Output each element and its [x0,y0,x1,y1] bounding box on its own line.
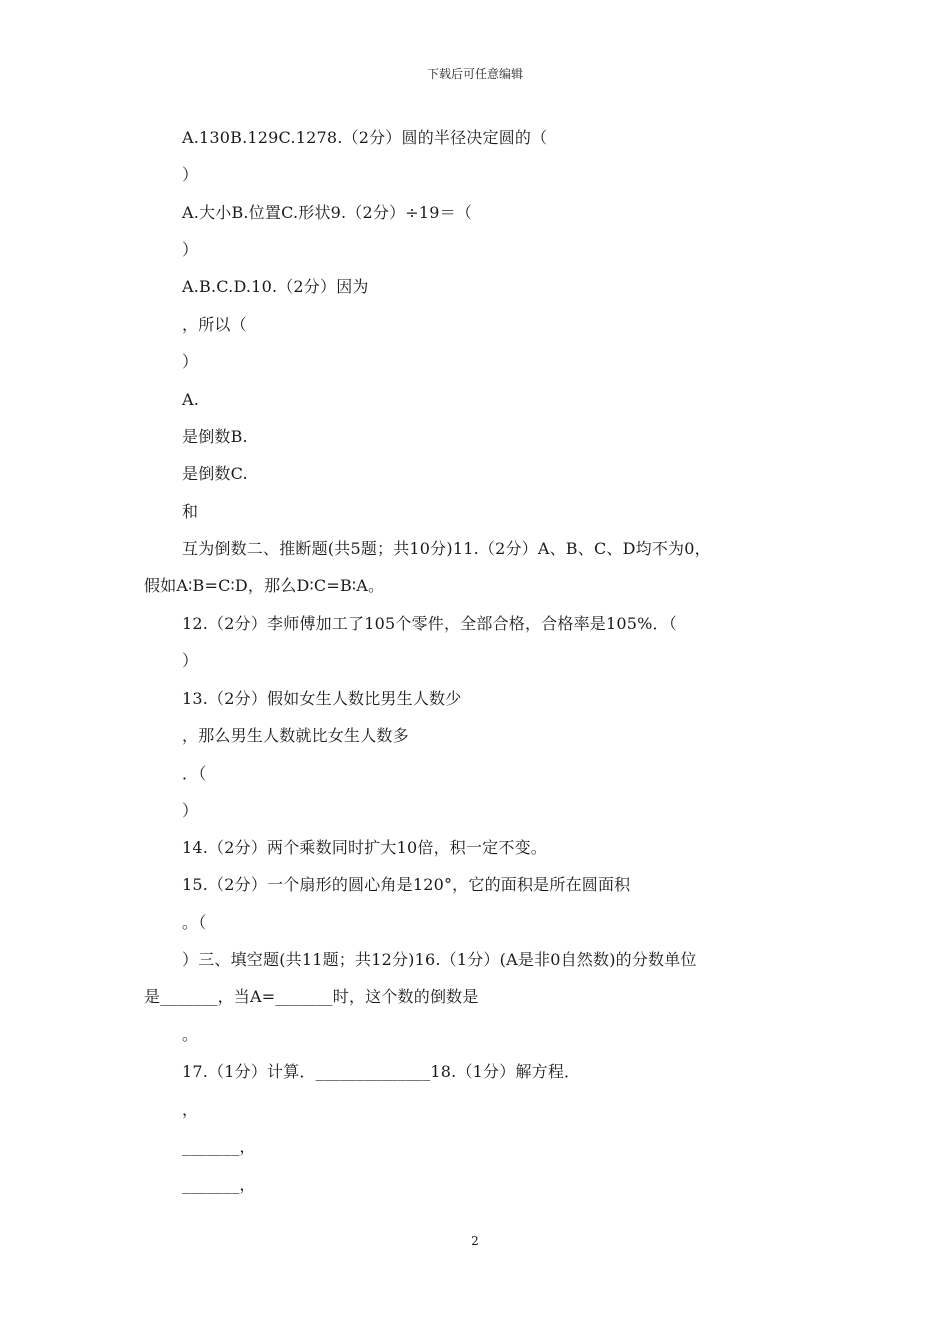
text-line: 。（ [182,913,207,932]
text-line: 13.（2分）假如女生人数比男生人数少 [182,689,462,708]
text-line: 是_______，当A=_______时，这个数的倒数是 [144,987,479,1006]
text-line: A.大小B.位置C.形状9.（2分）÷19＝（ [182,203,473,222]
text-line: 12.（2分）李师傅加工了105个零件，全部合格，合格率是105%．（ [182,614,677,633]
text-line: _______， [182,1175,256,1194]
text-line: _______， [182,1137,256,1156]
text-line: A.B.C.D.10.（2分）因为 [182,277,369,296]
text-line: 是倒数B. [182,427,248,446]
text-line: ） [182,352,199,371]
text-line: ，那么男生人数就比女生人数多 [182,726,409,745]
text-line: 14.（2分）两个乘数同时扩大10倍，积一定不变。 [182,838,547,857]
page-number: 2 [471,1234,479,1248]
text-line: A.130B.129C.1278.（2分）圆的半径决定圆的（ [182,128,548,147]
text-line: 假如A∶B=C∶D，那么D∶C=B∶A。 [144,576,385,595]
text-line: 17.（1分）计算．______________18.（1分）解方程． [182,1062,581,1081]
text-line: ） [182,165,199,184]
text-line: A. [182,390,200,409]
text-line: ， [182,1100,199,1119]
page-header: 下载后可任意编辑 [426,67,523,81]
text-line: ） [182,240,199,259]
text-line: 是倒数C. [182,464,248,483]
text-line: ） [182,651,199,670]
text-line: ，所以（ [182,315,247,334]
text-line: 。 [182,1025,199,1044]
text-line: ） [182,801,199,820]
text-line: ．（ [182,764,207,783]
text-line: 和 [182,502,199,521]
text-line: 15.（2分）一个扇形的圆心角是120°，它的面积是所在圆面积 [182,875,631,894]
text-line: 互为倒数二、推断题(共5题；共10分)11.（2分）A、B、C、D均不为0， [182,539,711,558]
text-line: ）三、填空题(共11题；共12分)16.（1分）(A是非0自然数)的分数单位 [182,950,697,969]
